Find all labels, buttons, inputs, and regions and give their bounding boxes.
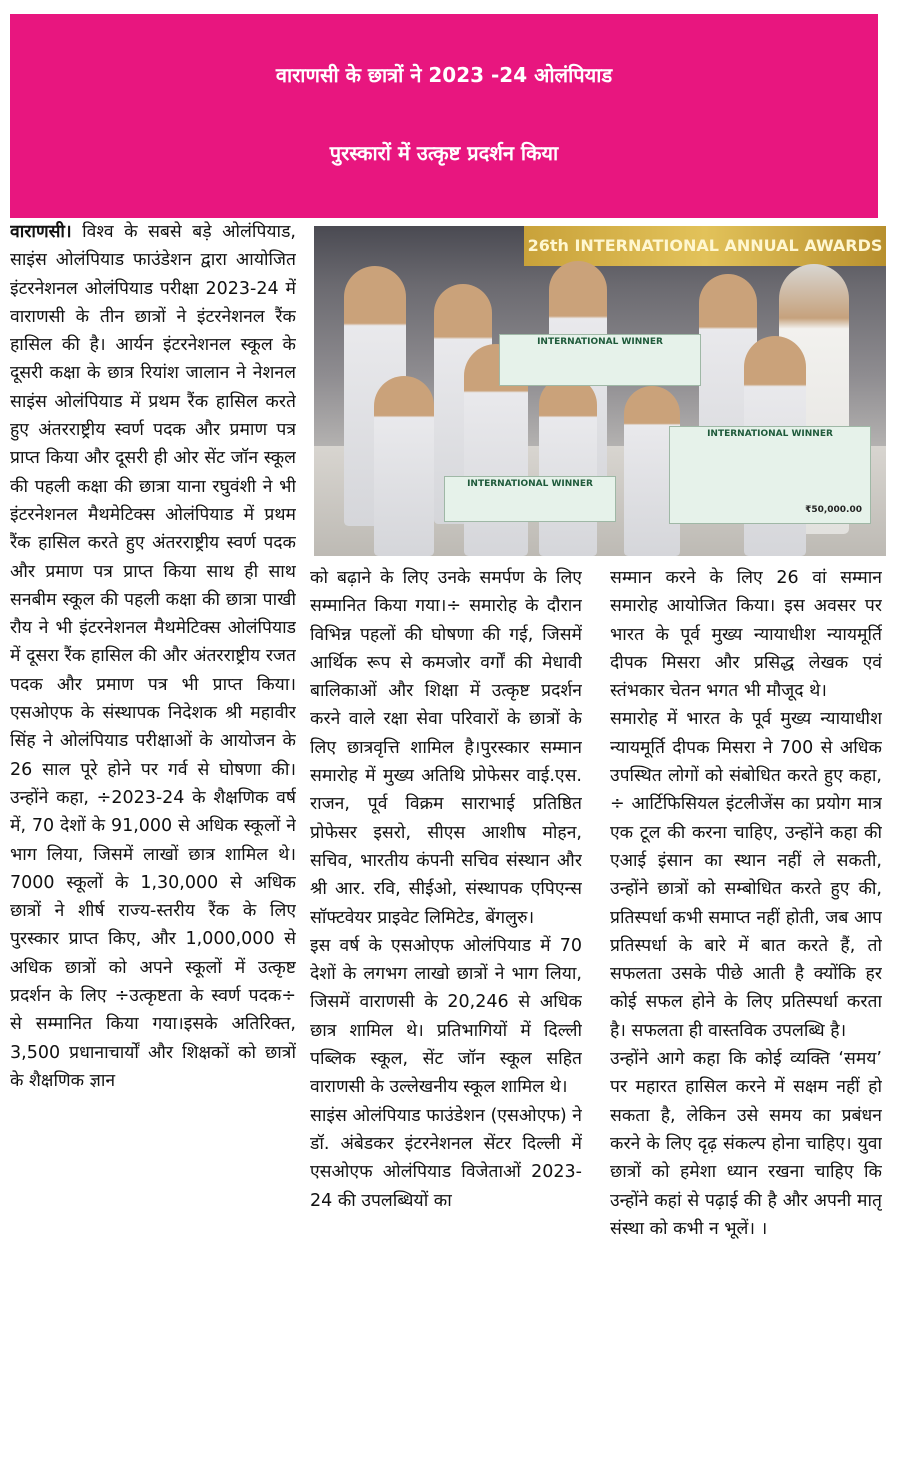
cheque-amount: ₹50,000.00 <box>805 505 862 515</box>
cheque-label: INTERNATIONAL WINNER <box>467 479 593 489</box>
cheque-label: INTERNATIONAL WINNER <box>707 429 833 439</box>
event-banner: 26th INTERNATIONAL ANNUAL AWARDS <box>524 226 886 266</box>
student-figure <box>374 376 434 556</box>
article-lead-text: विश्व के सबसे बड़े ओलंपियाड, साइंस ओलंपियाड फाउंडेशन द्वारा आयोजित इंटरनेशनल ओलंपियाड परीक्षा 2023-24 में वाराणसी के तीन छात्रों ने इंटरनेशनल रैंक हासिल की है। आर्यन इंटरनेशनल स्कूल के दूसरी कक्षा के छात्र रियांश जालान ने नेशनल साइंस ओलंपियाड में प्रथम रैंक हासिल करते हुए अंतरराष्ट्रीय स्वर्ण पदक और प्रमाण पत्र प्राप्त किया और दूसरी ही ओर सेंट जॉन स्कूल की पहली कक्षा की छात्रा याना रघुवंशी ने भी इंटरनेशनल मैथमेटिक्स ओलंपियाड में प्रथम रैंक हासिल करते हुए अंतरराष्ट्रीय स्वर्ण पदक और प्रमाण पत्र प्राप्त किया साथ ही साथ सनबीम स्कूल की पहली कक्षा की छात्रा पाखी रौय ने भी इंटरनेशनल मैथमेटिक्स ओलंपियाड में दूसरा रैंक हासिल की और अंतरराष्ट्रीय रजत पदक और प्रमाण पत्र भी प्राप्त किया। एसओएफ के संस्थापक निदेशक श्री महावीर सिंह ने ओलंपियाड परीक्षाओं के आयोजन के 26 साल पूरे होने पर गर्व से घोषणा की। उन्होंने कहा, ÷2023-24 के शैक्षणिक वर्ष में, 70 देशों के 91,000 से अधिक स्कूलों ने भाग लिया, जिसमें लाखों छात्र शामिल थे। 7000 स्कूलों के 1,30,000 से अधिक छात्रों ने शीर्ष राज्य-स्तरीय रैंक के लिए पुरस्कार प्राप्त किए, और 1,000,000 से अधिक छात्रों को अपने स्कूलों में उत्कृष्ट प्रदर्शन के लिए ÷उत्कृष्टता के स्वर्ण पदक÷ से सम्मानित किया गया।इसके अतिरिक्त, 3,500 प्रधानाचार्यों और शिक्षकों को छात्रों के शैक्षणिक ज्ञान <box>10 222 296 1091</box>
article-column-2 <box>310 564 582 1458</box>
article-column-1 <box>10 218 296 1458</box>
article-paragraph: सम्मान करने के लिए 26 वां सम्मान समारोह आयोजित किया। इस अवसर पर भारत के पूर्व मुख्य न्यायाधीश न्यायमूर्ति दीपक मिसरा और प्रसिद्ध लेखक एवं स्तंभकार चेतन भगत भी मौजूद थे। <box>610 568 882 702</box>
article-paragraph <box>10 218 296 1095</box>
prize-cheque <box>444 476 616 522</box>
dateline: वाराणसी। <box>10 222 72 242</box>
award-ceremony-photo <box>314 226 886 556</box>
cheque-label: INTERNATIONAL WINNER <box>537 337 663 347</box>
prize-cheque <box>669 426 871 524</box>
article-paragraph: साइंस ओलंपियाड फाउंडेशन (एसओएफ) ने डॉ. अंबेडकर इंटरनेशनल सेंटर दिल्ली में एसओएफ ओलंपियाड विजेताओं 2023-24 की उपलब्धियों का <box>310 1105 582 1211</box>
student-figure <box>539 376 597 556</box>
article-paragraph: उन्होंने आगे कहा कि कोई व्यक्ति ‘समय’ पर महारत हासिल करने में सक्षम नहीं हो सकता है, लेकिन उसे समय का प्रबंधन करने के लिए दृढ़ संकल्प होना चाहिए। युवा छात्रों को हमेशा ध्यान रखना चाहिए कि उन्होंने कहां से पढ़ाई की है और अपनी मातृ संस्था को कभी न भूलें। । <box>610 1049 882 1239</box>
article-column-3 <box>610 564 882 1458</box>
article-paragraph: को बढ़ाने के लिए उनके समर्पण के लिए सम्मानित किया गया।÷ समारोह के दौरान विभिन्न पहलों की घोषणा की गई, जिसमें आर्थिक रूप से कमजोर वर्गों की मेधावी बालिकाओं और शिक्षा में उत्कृष्ट प्रदर्शन करने वाले रक्षा सेवा परिवारों के छात्रों के लिए छात्रवृत्ति शामिल है।पुरस्कार सम्मान समारोह में मुख्य अतिथि प्रोफेसर वाई.एस. राजन, पूर्व विक्रम साराभाई प्रतिष्ठित प्रोफेसर इसरो, सीएस आशीष मोहन, सचिव, भारतीय कंपनी सचिव संस्थान और श्री आर. रवि, सीईओ, संस्थापक एपिएन्स सॉफ्टवेयर प्राइवेट लिमिटेड, बेंगलुरु। <box>310 568 582 928</box>
headline-line-1: वाराणसी के छात्रों ने 2023 -24 ओलंपियाड <box>275 63 613 87</box>
headline-banner <box>10 14 878 218</box>
article-paragraph: समारोह में भारत के पूर्व मुख्य न्यायाधीश न्यायमूर्ति दीपक मिसरा ने 700 से अधिक उपस्थित लोगों को संबोधित करते हुए कहा, ÷ आर्टिफिसियल इंटलीजेंस का प्रयोग मात्र एक टूल की करना चाहिए, उन्होंने कहा की एआई इंसान का स्थान नहीं ले सकती, उन्होंने छात्रों को सम्बोधित करते हुए की, प्रतिस्पर्धा कभी समाप्त नहीं होती, जब आप प्रतिस्पर्धा के बारे में बात करते हैं, तो सफलता उसके पीछे आती है क्योंकि हर कोई सफल होने के लिए प्रतिस्पर्धा करता है। सफलता ही वास्तविक उपलब्धि है। <box>610 709 882 1041</box>
prize-cheque <box>499 334 701 386</box>
headline-line-2: पुरस्कारों में उत्कृष्ट प्रदर्शन किया <box>329 141 559 165</box>
article-paragraph: इस वर्ष के एसओएफ ओलंपियाड में 70 देशों के लगभग लाखो छात्रों ने भाग लिया, जिसमें वाराणसी के 20,246 से अधिक छात्र शामिल थे। प्रतिभागियों में दिल्ली पब्लिक स्कूल, सेंट जॉन स्कूल सहित वाराणसी के उल्लेखनीय स्कूल शामिल थे। <box>310 935 582 1098</box>
